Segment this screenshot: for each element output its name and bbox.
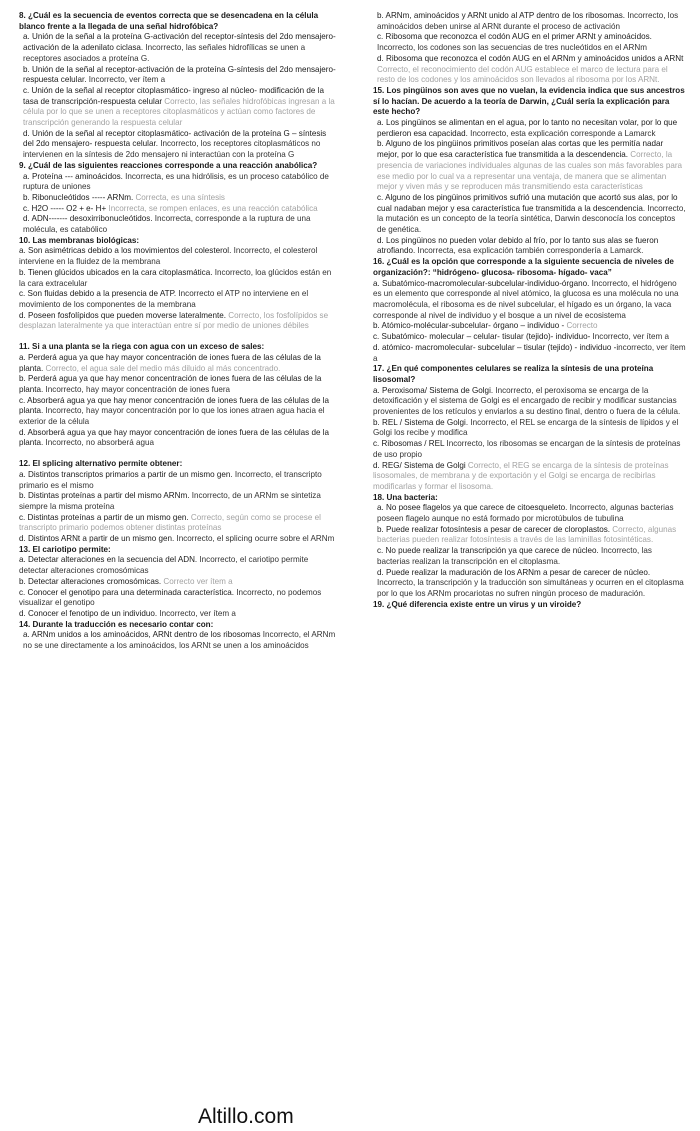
feedback-text: Incorrecto, las señales hidrofílicas se unen a receptores asociados a proteína G. <box>23 43 306 63</box>
answer-option <box>19 32 339 64</box>
feedback-text: Incorrecto, ver ítem a <box>157 608 236 618</box>
option-text: b. REL / Sistema de Golgi. <box>373 417 469 427</box>
correct-feedback-text: Correcto, el reconocimiento del codón AUG establece el marco de lectura para el resto de los codones y los aminoácidos son llevados al ribosoma por los ARNt. <box>377 64 668 85</box>
feedback-text: Incorrecto, el colesterol interviene en la fluidez de la membrana <box>19 246 318 267</box>
correct-feedback-text: Correcto, la presencia de variaciones individuales algunas de las cuales son más favorables para ese medio por lo cual va a representar una ventaja, de manera que se alimentan mejor y viven más y se reproducen más transmitiendo esta características <box>377 150 683 192</box>
answer-option <box>19 609 339 620</box>
option-text: d. Los pingüinos no pueden volar debido al frío, por lo tanto sus alas se fueron atrofiando. <box>377 235 659 256</box>
correct-feedback-text: Correcto, algunas bacterias pueden realizar fotosíntesis a través de las laminillas fotosintéticas. <box>377 524 677 545</box>
feedback-text: Incorrecto, algunas bacterias poseen flagelo aunque no está formado por microtúbulos de tubulina <box>377 503 674 524</box>
option-text: c. Unión de la señal al receptor citoplasmático- ingreso al núcleo- modificación de la tasa de transcripción-respuesta celular <box>23 85 324 106</box>
option-text: d. Unión de la señal al receptor citoplasmático- activación de la proteína G – síntesis del 2do mensajero- respuesta celular. <box>23 128 327 149</box>
feedback-text: Incorrecto, ver ítem a <box>86 75 166 85</box>
answer-option <box>373 279 686 322</box>
option-text: d. atómico- macromolecular- subcelular – tisular (tejido) - individuo - <box>373 342 617 352</box>
option-text: d. Ribosoma que reconozca el codón AUG en el ARNm y aminoácidos unidos a ARNt <box>377 53 684 63</box>
answer-option <box>19 86 339 129</box>
answer-option <box>373 54 686 86</box>
option-text: d. Conocer el fenotipo de un individuo. <box>19 608 158 618</box>
correct-feedback-text: Correcto, según como se procese el transcripto primario podemos obtener distintas proteínas <box>19 512 321 533</box>
feedback-text: Incorrecto, loa glúcidos están en la cara extracelular <box>19 267 332 288</box>
feedback-text: Incorrecto, hay mayor concentración de iones fuera <box>43 384 231 394</box>
option-text: d. ADN------- desoxirribonucleótidos. <box>23 214 153 224</box>
answer-option <box>373 525 686 546</box>
answer-option <box>19 172 339 193</box>
answer-option <box>19 204 339 215</box>
option-text: b. Tienen glúcidos ubicados en la cara citoplasmática. <box>19 267 213 277</box>
answer-option <box>373 386 686 418</box>
correct-feedback-text: Correcto, las señales hidrofóbicas ingresan a la célula por lo que se unen a receptores citoplasmáticos y actúan como factores de transcripción generando la respuesta celular <box>23 96 335 128</box>
option-text: a. Son asimétricas debido a los movimientos del colesterol. <box>19 246 232 256</box>
answer-option <box>19 311 339 332</box>
answer-option <box>19 534 339 545</box>
feedback-text: Incorrecto, el splicing ocurre sobre el ARNm <box>174 534 335 544</box>
question-heading: 13. El cariotipo permite: <box>19 544 111 554</box>
answer-option <box>373 139 686 193</box>
answer-option <box>373 568 686 600</box>
answer-option <box>19 65 339 86</box>
option-text: b. Ribonucleótidos ----- ARNm. <box>23 192 134 202</box>
feedback-text: Incorrecto, hay mayor concentración por lo que los iones atraen agua hacia el exterior de la célula <box>19 406 325 427</box>
feedback-text: Incorrecto, la mutación es un concepto de la teoría sintética, Darwin desconocía los conceptos de genética. <box>377 203 686 235</box>
question-heading: 19. ¿Qué diferencia existe entre un virus y un viroide? <box>373 599 582 609</box>
answer-option <box>19 470 339 491</box>
correct-feedback-text: Correcta, es una síntesis <box>133 192 225 202</box>
option-text: a. Distintos transcriptos primarios a partir de un mismo gen. <box>19 469 233 479</box>
answer-option <box>19 428 339 449</box>
answer-option <box>19 513 339 534</box>
feedback-text: incorrecto, ver ítem a <box>373 342 686 363</box>
answer-option <box>19 214 339 235</box>
question-heading: 16. ¿Cuál es la opción que corresponde a la siguiente secuencia de niveles de organización?: “hidrógeno- glucosa- ribosoma- hígado- vaca” <box>373 257 674 277</box>
option-text: c. Ribosoma que reconozca el codón AUG en el primer ARNt y aminoácidos. <box>377 32 652 42</box>
feedback-text: Incorrecto, los codones son las secuencias de tres nucleótidos en el ARNm <box>377 43 647 53</box>
question-heading: 9. ¿Cuál de las siguientes reacciones corresponde a una reacción anabólica? <box>19 160 318 170</box>
option-text: b. Atómico-molécular-subcelular- órgano – individuo - <box>373 321 565 331</box>
option-text: d. Puede realizar la maduración de los ARNm a pesar de carecer de núcleo. <box>377 567 651 577</box>
question-heading: 15. Los pingüinos son aves que no vuelan, la evidencia indica que sus ancestros sí lo hacían. De acuerdo a la teoría de Darwin, ¿Cuál sería la explicación para este hecho? <box>373 85 685 117</box>
option-text: c. Alguno de los pingüinos primitivos sufrió una mutación que acortó sus alas, por lo cual nadaban mejor y esa característica fue transmitida a la descendencia. <box>377 192 678 213</box>
question-heading: 11. Si a una planta se la riega con agua con un exceso de sales: <box>19 342 265 352</box>
answer-option <box>19 353 339 374</box>
feedback-text: Incorrecto, no podemos visualizar el genotipo <box>19 587 322 608</box>
option-text: a. ARNm unidos a los aminoácidos, ARNt dentro de los ribosomas <box>23 630 261 640</box>
feedback-text: Incorrecto, las bacterias realizan la transcripción en el citoplasma. <box>377 546 652 566</box>
option-text: b. Unión de la señal al receptor-activación de la proteína G-síntesis del 2do mensajero-respuesta celular. <box>23 64 336 85</box>
answer-option <box>373 321 686 332</box>
feedback-text: Incorrecto, ver ítem a <box>590 332 669 342</box>
answer-option <box>373 236 686 257</box>
feedback-text: Incorrecta, esa explicación también correspondería a Lamarck. <box>415 246 644 256</box>
spacer <box>19 449 339 459</box>
feedback-text: Incorrecto, la transcripción y la traducción son simultáneas y ocurren en el citoplasma por lo que los ARNm procariotas no sufren ningún proceso de maduración. <box>377 578 684 598</box>
option-text: a. Detectar alteraciones en la secuencia del ADN. <box>19 555 198 565</box>
feedback-text: Incorrecto, el transcripto primario es el mismo <box>19 469 322 490</box>
option-text: d. Poseen fosfolípidos que pueden moverse lateralmente. <box>19 310 226 320</box>
correct-feedback-text: Correcto ver ítem a <box>161 576 233 586</box>
feedback-text: Incorrecto, no absorberá agua <box>43 438 154 448</box>
answer-option <box>373 439 686 460</box>
answer-option <box>19 129 339 161</box>
watermark-logo: Altillo.com <box>198 1105 294 1128</box>
feedback-text: Incorrecto, el cariotipo permite detectar alteraciones cromosómicas <box>19 555 309 576</box>
correct-feedback-text: Correcto, el agua sale del medio más diluido al más concentrado. <box>43 363 281 373</box>
correct-feedback-text: Correcto, los fosfolípidos se desplazan lateralmente ya que interactúan entre sí por medio de uniones débiles <box>19 310 329 331</box>
feedback-text: Incorrecto el ATP no interviene en el movimiento de los componentes de la membrana <box>19 289 309 309</box>
option-text: a. Peroxisoma/ Sistema de Golgi. <box>373 385 494 395</box>
answer-option <box>19 630 339 651</box>
option-text: d. Distintos ARNt a partir de un mismo gen. <box>19 534 175 544</box>
option-text: c. Distintas proteínas a partir de un mismo gen. <box>19 512 189 522</box>
answer-option <box>19 193 339 204</box>
question-heading: 8. ¿Cuál es la secuencia de eventos correcta que se desencadena en la célula blanco frente a la llegada de una señal hidrofóbica? <box>19 11 319 31</box>
answer-option <box>373 418 686 439</box>
option-text: b. Perderá agua ya que hay menor concentración de iones fuera de las células de la planta. <box>19 374 322 394</box>
answer-option <box>19 289 339 310</box>
option-text: b. Puede realizar fotosíntesis a pesar de carecer de cloroplastos. <box>377 524 611 534</box>
feedback-text: Incorrecta, corresponde a la ruptura de una molécula, es catabólico <box>23 214 311 235</box>
option-text: c. Subatómico- molecular – celular- tisular (tejido)- individuo- <box>373 332 591 342</box>
question-heading: 14. Durante la traducción es necesario contar con: <box>19 619 214 629</box>
option-text: b. Alguno de los pingüinos primitivos poseían alas cortas que les permitía nadar mejor, por lo que esa característica fue transmitida a la descendencia. <box>377 139 664 160</box>
answer-option <box>19 268 339 289</box>
correct-feedback-text: Incorrecta, se rompen enlaces, es una reacción catabólica <box>106 203 318 213</box>
option-text: a. Proteína --- aminoácidos. <box>23 171 123 181</box>
correct-feedback-text: Correcto <box>564 321 598 331</box>
question-heading: 17. ¿En qué componentes celulares se realiza la síntesis de una proteína lisosomal? <box>373 364 654 384</box>
answer-option <box>373 503 686 524</box>
option-text: d. Absorberá agua ya que hay mayor concentración de iones fuera de las células de la planta. <box>19 427 330 448</box>
feedback-text: Incorrecto, los ribosomas se encargan de la síntesis de proteínas de uso propio <box>373 439 681 459</box>
option-text: c. H2O ----- O2 + e- H+ <box>23 203 107 213</box>
option-text: a. Unión de la señal a la proteína G-activación del receptor-síntesis del 2do mensajero-activación de la adenilato ciclasa. <box>23 32 336 53</box>
feedback-text: Incorrecta, es una hidrólisis, es un proceso catabólico de ruptura de uniones <box>23 171 329 192</box>
answer-option <box>373 332 686 343</box>
feedback-text: Incorrecto, el REL se encarga de la síntesis de lípidos y el Golgi los recibe y modifica <box>373 417 679 438</box>
option-text: a. Perderá agua ya que hay mayor concentración de iones fuera de las células de la planta. <box>19 352 321 373</box>
question-heading: 12. El splicing alternativo permite obtener: <box>19 459 183 469</box>
answer-option <box>19 396 339 428</box>
answer-option <box>19 246 339 267</box>
answer-option <box>373 546 686 567</box>
feedback-text: Incorrecto, de un ARNm se sintetiza siempre la misma proteína <box>19 491 321 511</box>
option-text: b. ARNm, aminoácidos y ARNt unido al ATP dentro de los ribosomas. <box>377 11 626 20</box>
feedback-text: Incorrecto, los receptores citoplasmáticos no intervienen en la síntesis de 2do mensajero ni interactúan con la proteína G <box>23 139 321 160</box>
option-text: a. Los pingüinos se alimentan en el agua, por lo tanto no necesitan volar, por lo que perdieron esa capacidad. <box>377 118 678 138</box>
answer-option <box>19 555 339 576</box>
answer-option <box>19 374 339 395</box>
answer-option <box>19 588 339 609</box>
feedback-text: Incorrecto, el hidrógeno es un elemento que corresponde al nivel atómico, la glucosa es una molécula no una macromolécula, el ribosoma es de nivel subcelular, el hígado es un órgano, la vaca corresponde al nivel de individuo y el bosque a un nivel de ecosistema <box>373 278 679 320</box>
option-text: c. Conocer el genotipo para una determinada característica. <box>19 587 235 597</box>
answer-option <box>373 343 686 364</box>
answer-option <box>19 491 339 512</box>
answer-option <box>19 577 339 588</box>
option-text: c. Ribosomas / REL <box>373 439 445 449</box>
option-text: c. No puede realizar la transcripción ya que carece de núcleo. <box>377 546 599 556</box>
question-heading: 10. Las membranas biológicas: <box>19 235 140 245</box>
answer-option <box>373 193 686 236</box>
answer-option <box>373 118 686 139</box>
question-heading: 18. Una bacteria: <box>373 492 438 502</box>
feedback-text: Incorrecto, el peroxisoma se encarga de la detoxificación y el sistema de Golgi es el encargado de recibir y modificar sustancias provenientes de los retículos y enviarlos a su destino final, dentro o fuera de la célula. <box>373 385 681 417</box>
correct-feedback-text: Correcto, el REG se encarga de la síntesis de proteínas lisosomales, de membrana y de exportación y el Golgi se encarga de recibirlas modificarlas y formar el lisosoma. <box>373 460 669 491</box>
answer-option <box>373 11 686 32</box>
left-column <box>19 11 339 1111</box>
option-text: a. Subatómico-macromolecular-subcelular-individuo-órgano. <box>373 278 590 288</box>
spacer <box>19 332 339 342</box>
option-text: d. REG/ Sistema de Golgi <box>373 460 466 470</box>
option-text: a. No posee flagelos ya que carece de citoesqueleto. <box>377 503 568 513</box>
feedback-text: Incorrecto, esta explicación corresponde a Lamarck <box>467 128 656 138</box>
answer-option <box>373 461 686 493</box>
option-text: c. Absorberá agua ya que hay menor concentración de iones fuera de las células de la planta. <box>19 395 330 416</box>
option-text: b. Distintas proteínas a partir del mismo ARNm. <box>19 491 190 501</box>
feedback-text: Incorrecto, los aminoácidos deben unirse al ARNt durante el proceso de activación <box>377 11 679 31</box>
feedback-text: Incorrecto, el ARNm no se une directamente a los aminoácidos, los ARNt se unen a los aminoácidos <box>23 630 336 651</box>
option-text: b. Detectar alteraciones cromosómicas. <box>19 576 162 586</box>
option-text: c. Son fluidas debido a la presencia de ATP. <box>19 289 177 299</box>
right-column <box>373 11 686 1131</box>
answer-option <box>373 32 686 53</box>
